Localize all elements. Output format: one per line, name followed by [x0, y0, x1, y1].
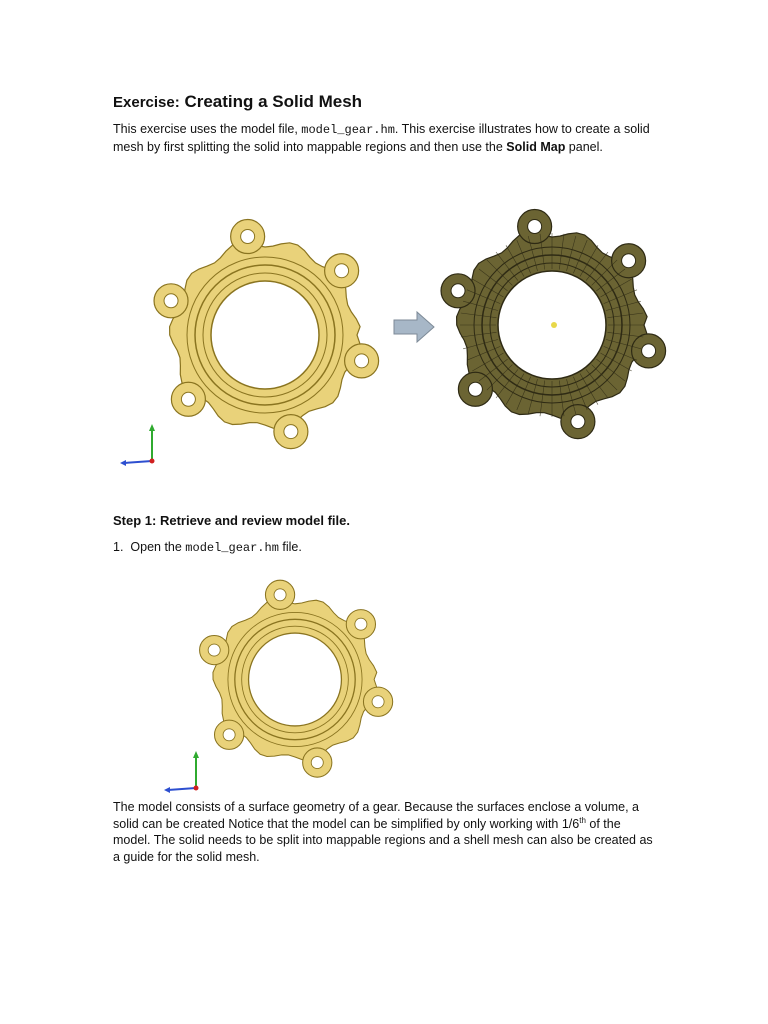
intro-paragraph: [113, 121, 673, 156]
item-text-post: file.: [278, 540, 302, 554]
right-arrow-icon: [393, 311, 435, 343]
body-text-1: The model consists of a surface geometry of a gear. Because the surfaces enclose a volume, a solid can be created Notice that the model can be simplified by only working with 1/6: [113, 800, 639, 831]
axis-triad-icon: [118, 423, 163, 468]
title-text: Creating a Solid Mesh: [184, 92, 363, 111]
gear-mesh-figure: [440, 205, 665, 450]
gear-body-2: [200, 580, 393, 777]
gear-geometry-figure: [150, 210, 380, 460]
body-paragraph: [113, 799, 661, 865]
axis-triad-icon-2: [162, 750, 207, 795]
title-prefix: Exercise:: [113, 94, 180, 111]
intro-text-3: panel.: [565, 140, 603, 154]
item-text-pre: Open the: [130, 540, 186, 554]
body-text-2: of the model. The solid needs to be split into mappable regions and a shell mesh can also be created as a guide for the solid mesh.: [113, 816, 653, 864]
body-sup: th: [579, 815, 586, 825]
item-filename: model_gear.hm: [185, 541, 279, 555]
intro-filename: model_gear.hm: [301, 123, 395, 137]
step-item-1: [113, 540, 302, 555]
gear-body: [154, 220, 379, 449]
step-heading: Step 1: Retrieve and review model file.: [113, 513, 350, 528]
gear-geometry-figure-2: [195, 572, 395, 787]
mesh-body: [441, 210, 666, 439]
item-number: 1.: [113, 540, 124, 554]
page-title: [113, 92, 362, 112]
intro-panel-name: Solid Map: [506, 140, 566, 154]
intro-text-2: . This exercise illustrates how to create a solid mesh by first splitting the solid into mappable regions and then use the: [113, 122, 650, 154]
intro-text-1: This exercise uses the model file,: [113, 122, 302, 136]
